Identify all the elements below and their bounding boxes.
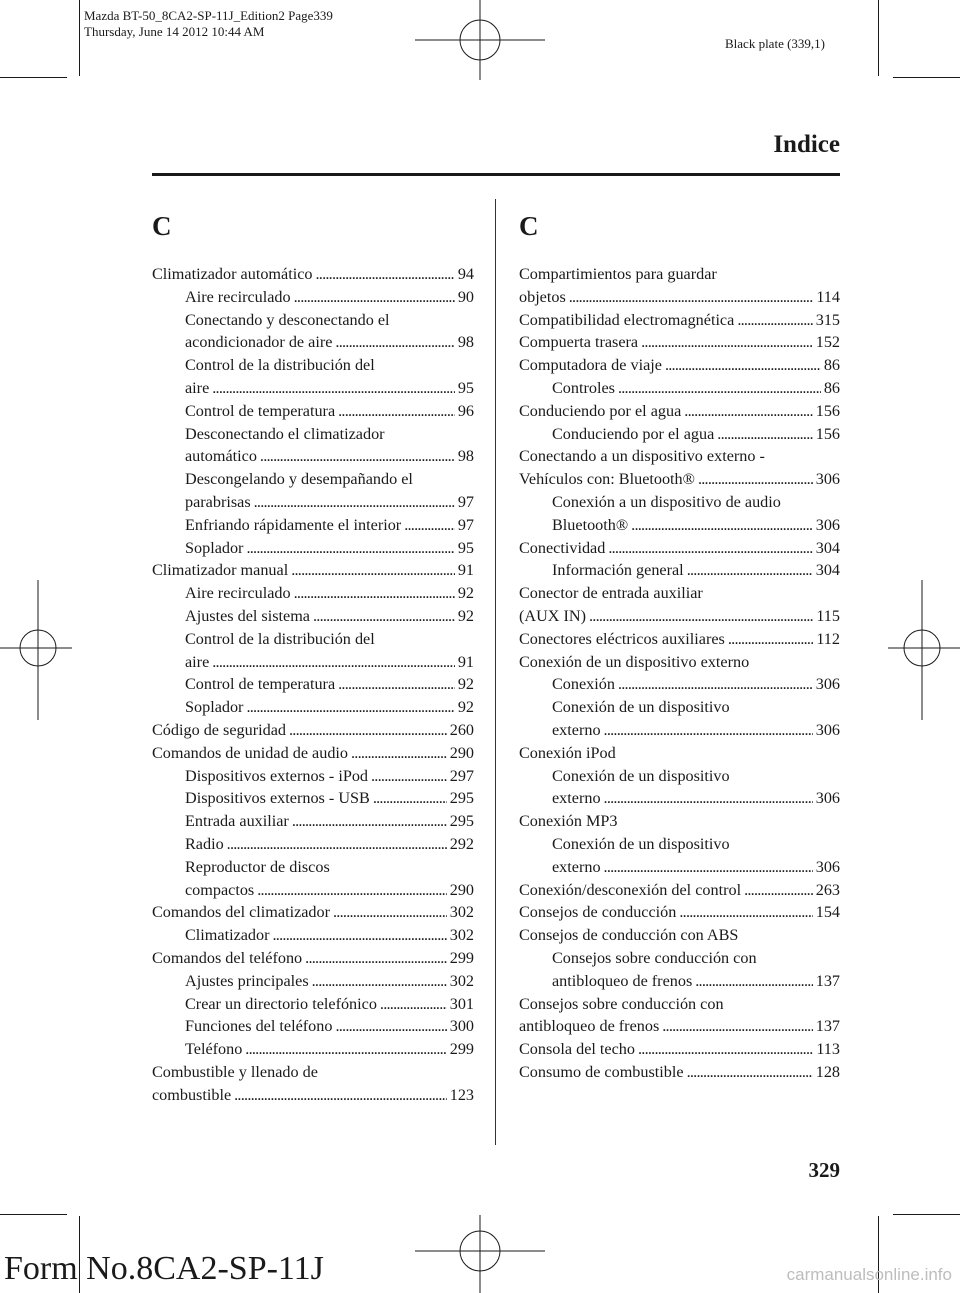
entry-text: Conectores eléctricos auxiliares	[519, 629, 725, 648]
dot-leader	[335, 1015, 446, 1038]
dot-leader	[665, 354, 821, 377]
entry-text: Comandos de unidad de audio	[152, 743, 349, 762]
entry-text: combustible	[152, 1085, 232, 1104]
entry-text: Consejos sobre conducción con	[519, 994, 724, 1013]
entry-text: Control de temperatura	[185, 675, 336, 694]
dot-leader	[698, 468, 813, 491]
index-entry	[519, 354, 840, 377]
dot-leader	[373, 787, 447, 810]
index-subentry	[152, 354, 474, 400]
entry-text: Conexión MP3	[519, 812, 618, 831]
entry-page-number: 137	[815, 971, 840, 990]
entry-text: Conduciendo por el agua	[519, 401, 682, 420]
entry-text: Vehículos con: Bluetooth®	[519, 470, 695, 489]
entry-page-number: 290	[449, 743, 474, 762]
entry-text: Climatizador	[185, 926, 270, 945]
index-subentry	[519, 947, 840, 993]
entry-text: Consejos de conducción con ABS	[519, 926, 739, 945]
dot-leader	[246, 696, 454, 719]
index-entry	[152, 1061, 474, 1107]
entry-text: automático	[185, 447, 257, 466]
entry-text: Conectividad	[519, 538, 606, 557]
index-entry	[519, 651, 840, 674]
index-letter-heading: C	[152, 211, 172, 241]
entry-page-number: 156	[815, 401, 840, 420]
index-subentry	[152, 400, 474, 423]
entry-text: Consumo de combustible	[519, 1062, 684, 1081]
entry-page-number: 306	[815, 675, 840, 694]
entry-text: Control de la distribución del	[185, 356, 375, 375]
entry-page-number: 113	[816, 1040, 840, 1059]
dot-leader	[380, 993, 447, 1016]
dot-leader	[234, 1084, 447, 1107]
entry-page-number: 297	[449, 766, 474, 785]
entry-text: Climatizador automático	[152, 265, 313, 283]
index-entry	[152, 719, 474, 742]
dot-leader	[294, 286, 455, 309]
dot-leader	[728, 628, 813, 651]
index-subentry	[519, 765, 840, 811]
entry-page-number: 295	[449, 812, 474, 831]
entry-page-number: 92	[457, 675, 474, 694]
entry-page-number: 128	[815, 1062, 840, 1081]
entry-text: externo	[552, 857, 601, 876]
dot-leader	[371, 765, 447, 788]
index-subentry	[519, 491, 840, 537]
entry-page-number: 154	[815, 903, 840, 922]
dot-leader	[338, 673, 455, 696]
column-divider	[495, 199, 496, 1145]
entry-text: externo	[552, 789, 601, 808]
index-subentry	[519, 559, 840, 582]
entry-page-number: 96	[457, 401, 474, 420]
index-subentry	[152, 582, 474, 605]
entry-text: Control de temperatura	[185, 401, 336, 420]
index-subentry	[152, 787, 474, 810]
entry-text: Conexión	[552, 675, 615, 694]
entry-text: aire	[185, 378, 210, 397]
entry-text: Soplador	[185, 698, 244, 717]
entry-text: Comandos del climatizador	[152, 903, 331, 922]
dot-leader	[294, 582, 455, 605]
dot-leader	[618, 377, 821, 400]
dot-leader	[289, 719, 447, 742]
index-entry	[519, 993, 840, 1039]
entry-page-number: 95	[457, 378, 474, 397]
entry-text: Comandos del teléfono	[152, 948, 303, 967]
entry-text: Compatibilidad electromagnética	[519, 310, 735, 329]
index-subentry	[152, 993, 474, 1016]
index-subentry	[152, 537, 474, 560]
index-subentry	[152, 628, 474, 674]
index-entry	[519, 924, 840, 947]
dot-leader	[684, 400, 812, 423]
index-entry	[519, 331, 840, 354]
entry-page-number: 114	[816, 287, 840, 306]
index-entry	[152, 263, 474, 286]
dot-leader	[618, 673, 813, 696]
entry-text: Compartimientos para guardar	[519, 265, 717, 283]
index-subentry	[152, 1038, 474, 1061]
dot-leader	[315, 263, 454, 286]
entry-page-number: 86	[823, 356, 840, 375]
entry-text: Ajustes principales	[185, 971, 309, 990]
entry-page-number: 306	[815, 470, 840, 489]
dot-leader	[292, 810, 447, 833]
dot-leader	[313, 605, 455, 628]
index-subentry	[519, 696, 840, 742]
entry-page-number: 92	[457, 698, 474, 717]
index-entry	[152, 901, 474, 924]
index-subentry	[152, 605, 474, 628]
dot-leader	[604, 856, 813, 879]
index-subentry	[152, 514, 474, 537]
dot-leader	[260, 445, 455, 468]
entry-page-number: 304	[815, 561, 840, 580]
watermark-text: carmanualsonline.info	[786, 1265, 952, 1284]
entry-text: Conexión/desconexión del control	[519, 880, 742, 899]
entry-page-number: 94	[457, 265, 474, 283]
index-entry	[519, 445, 840, 491]
entry-page-number: 91	[457, 561, 474, 580]
index-entry	[519, 628, 840, 651]
index-subentry	[152, 1015, 474, 1038]
entry-text: Crear un directorio telefónico	[185, 994, 377, 1013]
dot-leader	[608, 537, 812, 560]
entry-text: objetos	[519, 287, 566, 306]
entry-text: acondicionador de aire	[185, 333, 333, 352]
dot-leader	[641, 331, 813, 354]
entry-page-number: 306	[815, 789, 840, 808]
entry-page-number: 90	[457, 287, 474, 306]
dot-leader	[227, 833, 447, 856]
dot-leader	[273, 924, 447, 947]
dot-leader	[305, 947, 447, 970]
entry-text: Compuerta trasera	[519, 333, 639, 352]
index-entry	[519, 901, 840, 924]
registration-mark-left	[0, 580, 72, 720]
entry-text: Reproductor de discos	[185, 857, 330, 876]
dot-leader	[254, 491, 455, 514]
plate-label: Black plate (339,1)	[725, 36, 825, 51]
entry-page-number: 263	[815, 880, 840, 899]
dot-leader	[717, 423, 812, 446]
registration-mark-right	[888, 580, 960, 720]
entry-text: Conectando a un dispositivo externo -	[519, 447, 765, 466]
print-job-title: Mazda BT-50_8CA2-SP-11J_Edition2 Page339	[84, 8, 333, 23]
entry-text: Dispositivos externos - USB	[185, 789, 370, 808]
entry-text: Conexión de un dispositivo	[552, 698, 730, 717]
index-entry	[519, 582, 840, 628]
dot-leader	[291, 559, 455, 582]
entry-page-number: 290	[449, 880, 474, 899]
page-number: 329	[808, 1158, 840, 1182]
index-entry	[519, 879, 840, 902]
dot-leader	[246, 537, 454, 560]
entry-text: parabrisas	[185, 492, 251, 511]
entry-page-number: 299	[449, 1040, 474, 1059]
entry-text: Información general	[552, 561, 684, 580]
dot-leader	[744, 879, 813, 902]
entry-page-number: 97	[457, 515, 474, 534]
index-subentry	[519, 423, 840, 446]
entry-page-number: 306	[815, 720, 840, 739]
index-entry	[519, 537, 840, 560]
entry-text: Control de la distribución del	[185, 629, 375, 648]
entry-text: Conexión iPod	[519, 743, 616, 762]
entry-page-number: 97	[457, 492, 474, 511]
entry-text: Combustible y llenado de	[152, 1062, 318, 1081]
index-entry	[152, 742, 474, 765]
index-subentry	[152, 810, 474, 833]
index-subentry	[152, 309, 474, 355]
index-subentry	[519, 377, 840, 400]
dot-leader	[687, 559, 813, 582]
dot-leader	[604, 787, 813, 810]
entry-text: Conectando y desconectando el	[185, 310, 390, 329]
print-job-info	[84, 8, 333, 40]
entry-page-number: 300	[449, 1017, 474, 1036]
entry-text: Funciones del teléfono	[185, 1017, 333, 1036]
dot-leader	[695, 970, 812, 993]
index-entry	[519, 400, 840, 423]
entry-page-number: 95	[457, 538, 474, 557]
entry-text: Conexión de un dispositivo externo	[519, 652, 750, 671]
form-number: Form No.8CA2-SP-11J	[4, 1250, 324, 1287]
entry-page-number: 137	[815, 1017, 840, 1036]
entry-page-number: 260	[449, 720, 474, 739]
index-subentry	[152, 924, 474, 947]
index-column-right	[519, 211, 840, 1084]
entry-text: Bluetooth®	[552, 515, 629, 534]
entry-text: Enfriando rápidamente el interior	[185, 515, 402, 534]
index-letter-heading: C	[519, 211, 539, 241]
index-entry	[519, 810, 840, 833]
entry-page-number: 292	[449, 834, 474, 853]
entry-text: (AUX IN)	[519, 606, 586, 625]
entry-text: Teléfono	[185, 1040, 243, 1059]
dot-leader	[569, 286, 814, 309]
entry-page-number: 115	[816, 606, 840, 625]
entry-text: Consola del techo	[519, 1040, 635, 1059]
entry-text: Computadora de viaje	[519, 356, 662, 375]
index-subentry	[152, 673, 474, 696]
registration-mark-top	[415, 0, 545, 80]
registration-mark-bottom	[415, 1215, 545, 1293]
entry-page-number: 91	[457, 652, 474, 671]
index-subentry	[152, 856, 474, 902]
dot-leader	[638, 1038, 813, 1061]
index-entry	[519, 1061, 840, 1084]
section-title: Indice	[773, 131, 840, 158]
entry-text: Entrada auxiliar	[185, 812, 289, 831]
print-job-date: Thursday, June 14 2012 10:44 AM	[84, 24, 265, 39]
entry-text: Conexión de un dispositivo	[552, 834, 730, 853]
index-subentry	[152, 286, 474, 309]
dot-leader	[662, 1015, 812, 1038]
dot-leader	[212, 651, 455, 674]
entry-text: Consejos de conducción	[519, 903, 677, 922]
entry-text: Conexión de un dispositivo	[552, 766, 730, 785]
entry-text: Conector de entrada auxiliar	[519, 584, 703, 603]
entry-page-number: 123	[449, 1085, 474, 1104]
entry-page-number: 299	[449, 948, 474, 967]
entry-page-number: 156	[815, 424, 840, 443]
dot-leader	[404, 514, 455, 537]
dot-leader	[312, 970, 447, 993]
entry-page-number: 98	[457, 333, 474, 352]
dot-leader	[679, 901, 812, 924]
index-subentry	[152, 970, 474, 993]
entry-text: Descongelando y desempañando el	[185, 470, 413, 489]
entry-text: Consejos sobre conducción con	[552, 948, 757, 967]
index-entry	[152, 559, 474, 582]
index-entry	[519, 263, 840, 309]
entry-text: Aire recirculado	[185, 584, 291, 603]
index-subentry	[152, 696, 474, 719]
dot-leader	[335, 331, 454, 354]
entry-page-number: 304	[815, 538, 840, 557]
index-column-left	[152, 211, 474, 1106]
dot-leader	[333, 901, 447, 924]
dot-leader	[245, 1038, 446, 1061]
entry-page-number: 306	[815, 857, 840, 876]
entry-page-number: 86	[823, 378, 840, 397]
entry-page-number: 92	[457, 606, 474, 625]
entry-page-number: 295	[449, 789, 474, 808]
index-subentry	[152, 765, 474, 788]
dot-leader	[338, 400, 455, 423]
entry-text: aire	[185, 652, 210, 671]
index-entry	[519, 742, 840, 765]
index-entry	[152, 947, 474, 970]
entry-text: antibloqueo de frenos	[519, 1017, 660, 1036]
entry-text: Soplador	[185, 538, 244, 557]
index-subentry	[152, 468, 474, 514]
entry-page-number: 302	[449, 903, 474, 922]
entry-page-number: 315	[815, 310, 840, 329]
entry-text: Climatizador manual	[152, 561, 289, 580]
index-subentry	[519, 833, 840, 879]
dot-leader	[257, 879, 446, 902]
title-rule	[152, 173, 840, 176]
index-subentry	[519, 673, 840, 696]
entry-page-number: 302	[449, 926, 474, 945]
index-subentry	[152, 833, 474, 856]
entry-text: Conexión a un dispositivo de audio	[552, 492, 781, 511]
entry-text: Dispositivos externos - iPod	[185, 766, 369, 785]
dot-leader	[687, 1061, 813, 1084]
entry-text: Ajustes del sistema	[185, 606, 310, 625]
dot-leader	[212, 377, 455, 400]
dot-leader	[737, 309, 812, 332]
dot-leader	[631, 514, 813, 537]
entry-text: antibloqueo de frenos	[552, 971, 693, 990]
entry-text: Código de seguridad	[152, 720, 286, 739]
entry-text: Desconectando el climatizador	[185, 424, 385, 443]
entry-page-number: 306	[815, 515, 840, 534]
entry-page-number: 302	[449, 971, 474, 990]
entry-page-number: 152	[815, 333, 840, 352]
entry-text: externo	[552, 720, 601, 739]
entry-text: Aire recirculado	[185, 287, 291, 306]
index-entry	[519, 1038, 840, 1061]
entry-page-number: 301	[449, 994, 474, 1013]
index-entry	[519, 309, 840, 332]
entry-text: Controles	[552, 378, 615, 397]
dot-leader	[589, 605, 813, 628]
entry-text: Radio	[185, 834, 224, 853]
dot-leader	[604, 719, 813, 742]
entry-text: compactos	[185, 880, 255, 899]
entry-page-number: 92	[457, 584, 474, 603]
index-subentry	[152, 423, 474, 469]
entry-text: Conduciendo por el agua	[552, 424, 715, 443]
entry-page-number: 112	[816, 629, 840, 648]
entry-page-number: 98	[457, 447, 474, 466]
dot-leader	[351, 742, 447, 765]
